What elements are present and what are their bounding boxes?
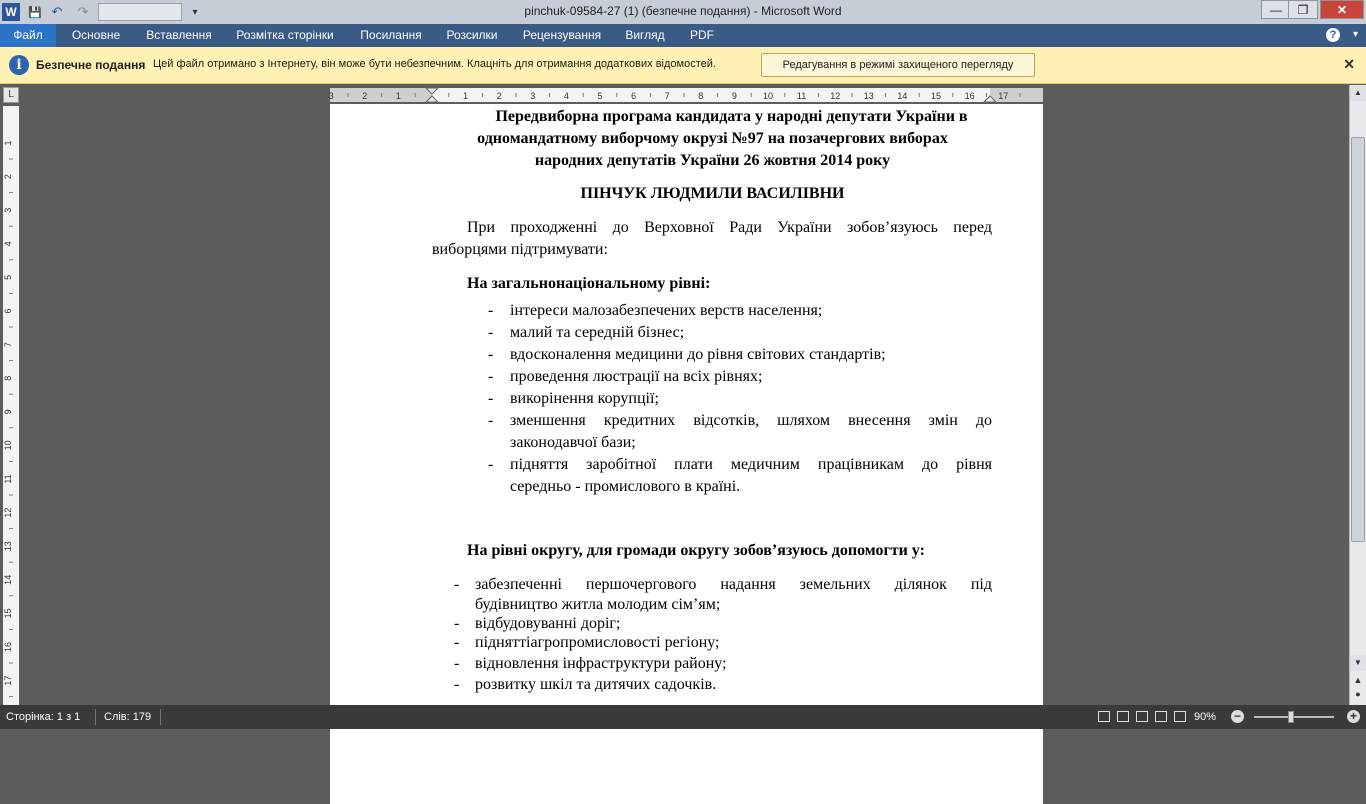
tab-selector[interactable]: L — [3, 87, 19, 103]
ruler-number: 11 — [3, 474, 13, 484]
ruler-number: 7 — [3, 342, 13, 348]
ruler-number: 14 — [3, 574, 13, 585]
list-dash: - — [454, 676, 460, 693]
heading-line: одномандатному виборчому окрузі №97 на позачергових виборах — [477, 130, 948, 147]
list-dash: - — [488, 390, 494, 407]
ruler-number: 4 — [3, 241, 13, 247]
zoom-level[interactable]: 90% — [1194, 711, 1217, 723]
ruler-number: 7 — [664, 91, 670, 101]
divider — [95, 709, 96, 725]
heading-line: Передвиборна програма кандидата у народні депутати України в — [495, 108, 968, 125]
intro-line: виборцями підтримувати: — [432, 241, 608, 258]
outline-icon[interactable] — [1155, 711, 1167, 722]
tab-mailings[interactable]: Розсилки — [446, 28, 498, 42]
list-item: будівництво житла молодим сім’ям; — [475, 596, 721, 613]
tab-pdf[interactable]: PDF — [690, 28, 714, 42]
ruler-number: 16 — [964, 91, 975, 101]
ruler-number: 2 — [496, 91, 502, 101]
ruler-number: 15 — [930, 91, 942, 101]
list-item: відновлення інфраструктури району; — [475, 655, 727, 672]
draft-icon[interactable] — [1174, 711, 1186, 722]
chevron-down-icon[interactable]: ▾ — [1352, 29, 1358, 40]
word-count[interactable]: Слів: 179 — [104, 711, 152, 723]
ruler-number: 5 — [3, 274, 13, 280]
indent-marker[interactable] — [426, 88, 438, 94]
full-screen-reading-icon[interactable] — [1117, 711, 1129, 722]
customize-qat-icon[interactable]: ▾ — [192, 6, 198, 18]
list-dash: - — [488, 412, 494, 429]
ruler-number: 14 — [897, 91, 908, 101]
tab-review[interactable]: Рецензування — [522, 28, 602, 42]
list-item: підняттіагропромисловості регіону; — [475, 634, 720, 651]
ruler-number: 4 — [563, 91, 569, 101]
ruler-ticks — [330, 88, 1043, 102]
close-icon[interactable]: ✕ — [1343, 56, 1355, 72]
browse-object-icon[interactable]: ● — [1355, 689, 1361, 699]
info-icon: i — [9, 55, 29, 75]
status-bar — [0, 705, 1366, 729]
ruler-number: 6 — [631, 91, 637, 101]
intro-line: При проходженні до Верховної Ради України зобов’язуюсь перед — [467, 219, 992, 236]
word-icon[interactable]: W — [2, 3, 20, 21]
previous-page-icon[interactable]: ▲ — [1353, 675, 1363, 685]
minimize-button[interactable]: — — [1261, 0, 1291, 19]
tab-references[interactable]: Посилання — [360, 28, 422, 42]
list-item: розвитку шкіл та дитячих садочків. — [475, 676, 717, 693]
list-item: середньо - промислового в країні. — [510, 478, 741, 495]
ruler-number: 8 — [3, 375, 13, 381]
ruler-number: 11 — [796, 91, 807, 101]
indent-marker[interactable] — [984, 96, 996, 102]
tab-home[interactable]: Основне — [71, 28, 121, 42]
ruler-number: 1 — [395, 91, 401, 101]
district-heading: На рівні округу, для громади округу зобов’язуюсь допомогти у: — [467, 542, 925, 559]
tab-file[interactable]: Файл — [0, 24, 56, 47]
list-item: відбудовуванні доріг; — [475, 615, 621, 632]
candidate-name: ПІНЧУК ЛЮДМИЛИ ВАСИЛІВНИ — [580, 185, 845, 202]
ruler-number: 3 — [530, 91, 536, 101]
zoom-out-icon[interactable]: − — [1231, 710, 1244, 723]
list-item: малий та середній бізнес; — [510, 324, 685, 341]
tab-page-layout[interactable]: Розмітка сторінки — [236, 28, 334, 42]
maximize-button[interactable]: ❐ — [1288, 0, 1318, 19]
list-dash: - — [488, 456, 494, 473]
help-icon[interactable]: ? — [1326, 28, 1340, 42]
ruler-number: 17 — [3, 675, 13, 686]
tab-view[interactable]: Вигляд — [625, 28, 665, 42]
scroll-down-icon[interactable]: ▼ — [1350, 655, 1366, 671]
protected-view-message[interactable]: Цей файл отримано з Інтернету, він може бути небезпечним. Клацніть для отримання додаткових відомостей. — [153, 58, 716, 70]
document-page[interactable] — [330, 104, 1043, 804]
ruler-number: 13 — [863, 91, 874, 101]
ruler-number: 10 — [3, 440, 13, 451]
save-icon[interactable]: 💾 — [28, 6, 42, 19]
ruler-number: 6 — [3, 308, 13, 314]
ruler-number: 16 — [3, 641, 13, 653]
list-dash: - — [488, 346, 494, 363]
zoom-slider[interactable] — [1254, 716, 1334, 718]
indent-marker[interactable] — [426, 96, 438, 102]
page-count[interactable]: Сторінка: 1 з 1 — [6, 711, 81, 723]
vertical-ruler-ticks — [3, 106, 19, 706]
scroll-up-icon[interactable]: ▲ — [1350, 85, 1366, 101]
window-title: pinchuk-09584-27 (1) (безпечне подання) - Microsoft Word — [524, 4, 842, 18]
vertical-ruler[interactable] — [3, 106, 19, 706]
undo-icon[interactable]: ↶ — [51, 4, 63, 19]
list-item: інтереси малозабезпечених верств населення; — [510, 302, 823, 319]
vertical-scrollbar[interactable] — [1349, 85, 1366, 705]
ruler-number: 5 — [597, 91, 603, 101]
ruler-number: 9 — [3, 409, 13, 415]
list-dash: - — [488, 368, 494, 385]
ruler-number: 1 — [463, 91, 469, 101]
list-dash: - — [488, 302, 494, 319]
tab-insert[interactable]: Вставлення — [146, 28, 212, 42]
list-item: викорінення корупції; — [510, 390, 659, 407]
list-item: забезпеченні першочергового надання земельних ділянок під — [475, 576, 992, 593]
protected-view-title: Безпечне подання — [36, 58, 146, 72]
close-button[interactable]: ✕ — [1320, 0, 1364, 19]
scroll-thumb[interactable] — [1351, 137, 1365, 542]
heading-line: народних депутатів України 26 жовтня 2014 року — [534, 152, 891, 169]
list-dash: - — [454, 655, 460, 672]
national-heading: На загальнонаціональному рівні: — [467, 275, 711, 292]
list-dash: - — [454, 576, 460, 593]
redo-icon[interactable]: ↷ — [77, 4, 89, 19]
ruler-number: 3 — [3, 207, 13, 213]
protected-view-bar — [0, 47, 1366, 84]
document-heading — [430, 106, 995, 172]
ruler-number: 12 — [830, 91, 841, 101]
ruler-number: 2 — [3, 174, 13, 180]
document-workspace — [22, 104, 1349, 705]
horizontal-ruler[interactable] — [330, 88, 1043, 102]
ruler-number: 13 — [3, 541, 13, 552]
list-dash: - — [454, 615, 460, 632]
divider — [160, 709, 161, 725]
list-item: підняття заробітної плати медичним працівникам до рівня — [510, 456, 992, 473]
enable-editing-button[interactable]: Редагування в режимі захищеного перегляду — [761, 53, 1035, 77]
ruler-number: 12 — [3, 507, 13, 518]
ruler-number: 10 — [762, 91, 774, 101]
zoom-slider-thumb[interactable] — [1288, 711, 1294, 723]
ruler-number: 2 — [362, 91, 368, 101]
list-item: законодавчої бази; — [510, 434, 636, 451]
print-layout-icon[interactable] — [1098, 711, 1110, 722]
list-item: проведення люстрації на всіх рівнях; — [510, 368, 763, 385]
zoom-in-icon[interactable]: + — [1347, 710, 1360, 723]
list-dash: - — [454, 634, 460, 651]
ruler-number: 9 — [731, 91, 737, 101]
ruler-number: 15 — [3, 608, 13, 619]
ribbon-tabs — [0, 24, 1366, 47]
list-item: вдосконалення медицини до рівня світових стандартів; — [510, 346, 886, 363]
web-layout-icon[interactable] — [1136, 711, 1148, 722]
list-dash: - — [488, 324, 494, 341]
list-item: зменшення кредитних відсотків, шляхом внесення змін до — [510, 412, 992, 429]
title-bar — [0, 0, 1366, 24]
ruler-number: 8 — [698, 91, 704, 101]
ruler-number: 1 — [3, 140, 13, 146]
ruler-number: 3 — [328, 91, 334, 101]
ruler-number: 17 — [998, 91, 1009, 101]
